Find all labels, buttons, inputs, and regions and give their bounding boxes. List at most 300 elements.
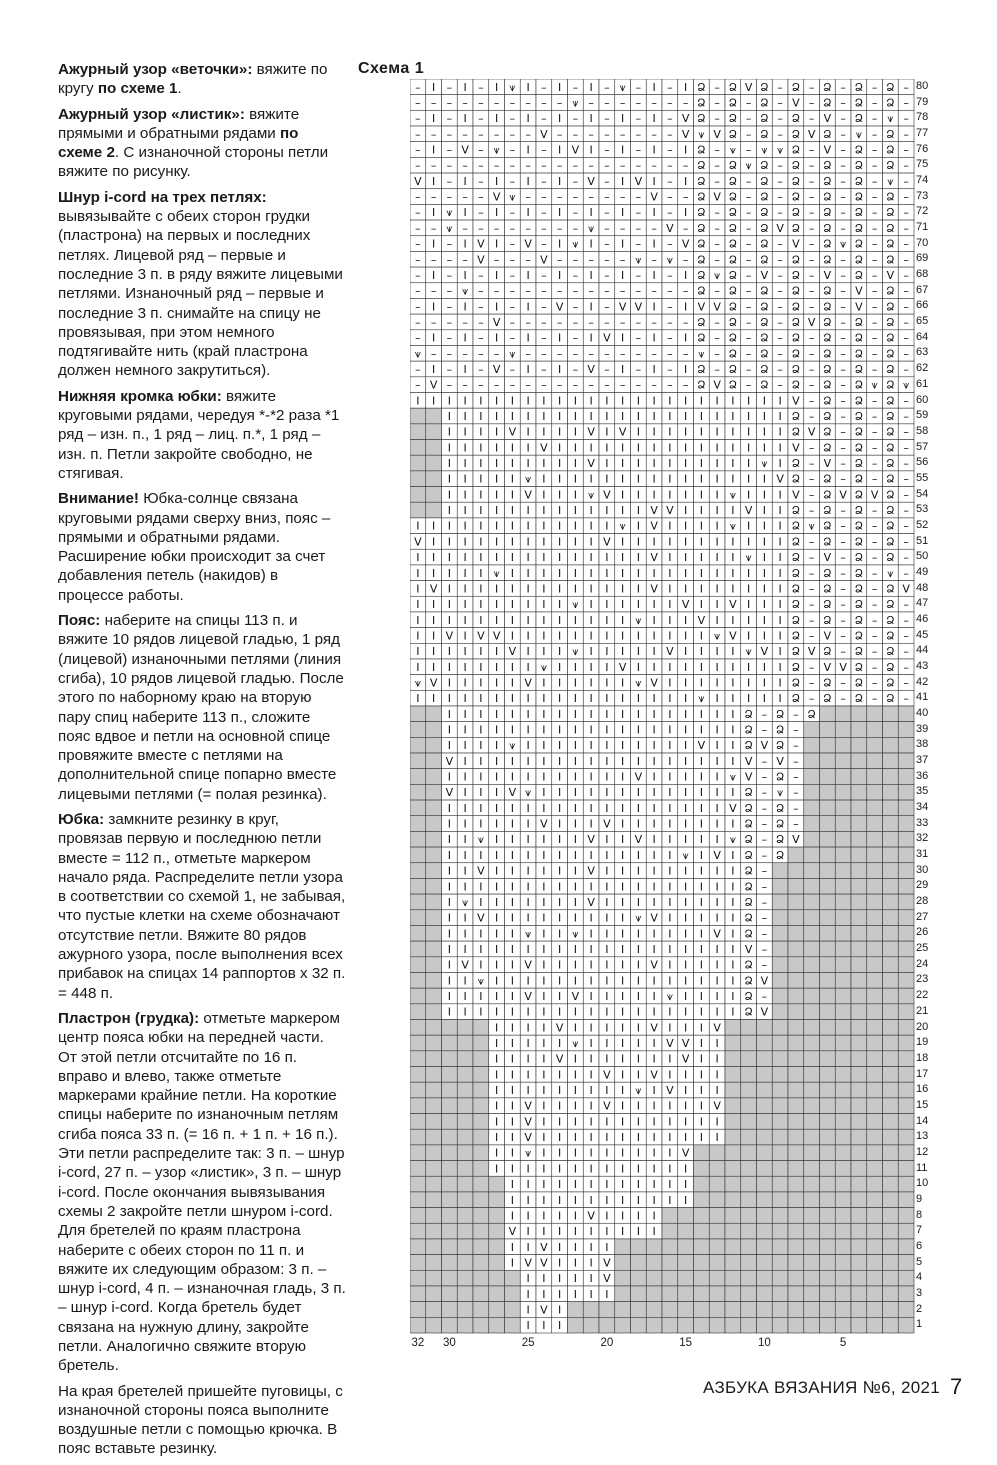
chart-symbol: I xyxy=(463,692,467,706)
chart-symbol: Ձ xyxy=(791,692,801,706)
chart-symbol: Ձ xyxy=(791,504,801,518)
paragraph-text: замкните резинку в круг, провязав первую и последнюю петли вместе = 112 п., отметьте маркером начало ряда. Распределите петли узора в соответствии со схемой 1, не забывая, что пустые клетки на схеме обозначают отсутствие петли. Вяжите 80 рядов ажурного узора, после выполнения всех прибавок на спицах 14 раппортов х 32 п. = 448 п. xyxy=(58,810,346,1002)
chart-symbol: – xyxy=(446,80,453,94)
chart-symbol: – xyxy=(619,378,626,392)
chart-symbol: I xyxy=(526,457,530,471)
chart-symbol: I xyxy=(668,1162,672,1176)
chart-symbol: Ձ xyxy=(791,410,801,424)
chart-symbol: Ձ xyxy=(760,378,769,392)
chart-symbol: I xyxy=(447,770,451,784)
chart-cell xyxy=(410,925,426,941)
chart-symbol: I xyxy=(542,833,546,847)
chart-symbol: I xyxy=(589,300,593,314)
chart-symbol: I xyxy=(652,1084,656,1098)
chart-cell xyxy=(867,988,883,1004)
chart-symbol: – xyxy=(777,190,783,204)
chart-symbol: – xyxy=(871,519,878,533)
chart-cell xyxy=(694,1145,710,1161)
chart-symbol: – xyxy=(871,159,878,173)
chart-symbol: I xyxy=(573,833,577,847)
chart-symbol: – xyxy=(793,739,799,753)
chart-cell xyxy=(741,1176,757,1192)
chart-symbol: Ձ xyxy=(823,362,832,376)
chart-cell xyxy=(788,1239,804,1255)
row-number: 18 xyxy=(916,1051,929,1064)
chart-symbol: I xyxy=(636,1021,640,1035)
chart-symbol: V xyxy=(792,237,800,251)
chart-symbol: Ձ xyxy=(823,410,832,424)
chart-symbol: – xyxy=(509,331,516,345)
chart-symbol: – xyxy=(808,206,815,220)
chart-symbol: I xyxy=(479,613,483,627)
chart-symbol: – xyxy=(635,347,642,361)
chart-symbol: I xyxy=(652,1209,656,1223)
chart-symbol: V xyxy=(839,488,847,502)
chart-cell xyxy=(851,910,867,926)
chart-symbol: I xyxy=(684,504,688,518)
chart-symbol: Ձ xyxy=(697,143,706,157)
chart-cell xyxy=(410,957,426,973)
chart-symbol: Ձ xyxy=(854,410,864,424)
chart-symbol: – xyxy=(619,253,626,267)
chart-symbol: – xyxy=(871,613,878,627)
chart-symbol: – xyxy=(808,159,815,173)
chart-symbol: I xyxy=(463,974,467,988)
chart-symbol: I xyxy=(636,457,640,471)
chart-symbol: I xyxy=(605,1287,609,1301)
chart-symbol: – xyxy=(525,253,531,267)
chart-symbol: I xyxy=(652,174,656,188)
chart-symbol: V xyxy=(477,237,485,251)
chart-symbol: Ձ xyxy=(854,331,864,345)
chart-symbol: I xyxy=(589,237,593,251)
chart-symbol: – xyxy=(761,833,768,847)
chart-cell xyxy=(867,1239,883,1255)
chart-symbol: I xyxy=(463,598,467,612)
chart-cell xyxy=(788,863,804,879)
chart-symbol: I xyxy=(416,692,420,706)
chart-symbol: V xyxy=(429,582,438,596)
chart-cell xyxy=(898,769,914,785)
chart-symbol: – xyxy=(777,268,783,282)
chart-symbol: – xyxy=(777,80,783,94)
chart-symbol: – xyxy=(478,268,484,282)
chart-cell xyxy=(883,878,899,894)
chart-symbol: I xyxy=(652,206,656,220)
chart-symbol: I xyxy=(762,613,766,627)
row-number: 62 xyxy=(916,362,929,375)
chart-symbol: I xyxy=(636,441,640,455)
chart-symbol: I xyxy=(432,394,436,408)
chart-symbol: I xyxy=(447,535,451,549)
chart-symbol: I xyxy=(432,80,436,94)
chart-symbol: I xyxy=(495,394,499,408)
chart-symbol: I xyxy=(573,1240,577,1254)
chart-symbol: I xyxy=(605,1162,609,1176)
chart-symbol: I xyxy=(652,394,656,408)
chart-symbol: I xyxy=(526,362,530,376)
chart-symbol: Ձ xyxy=(697,315,706,329)
chart-symbol: I xyxy=(715,942,719,956)
chart-symbol: – xyxy=(556,190,563,204)
chart-symbol: – xyxy=(871,425,878,439)
chart-symbol: I xyxy=(526,707,530,721)
chart-symbol: – xyxy=(903,645,909,659)
chart-cell xyxy=(835,706,851,722)
chart-symbol: – xyxy=(871,237,878,251)
chart-cell xyxy=(788,1035,804,1051)
row-number: 69 xyxy=(916,252,929,265)
instruction-paragraph xyxy=(58,188,346,381)
chart-symbol: I xyxy=(747,472,751,486)
chart-symbol: I xyxy=(778,582,782,596)
chart-symbol: ⩛ xyxy=(729,143,736,157)
chart-cell xyxy=(757,1192,773,1208)
chart-symbol: I xyxy=(762,519,766,533)
chart-symbol: I xyxy=(510,1099,514,1113)
chart-cell xyxy=(788,1286,804,1302)
chart-cell xyxy=(410,769,426,785)
chart-symbol: – xyxy=(415,237,421,251)
chart-cell xyxy=(883,1035,899,1051)
chart-symbol: – xyxy=(525,96,531,110)
chart-symbol: V xyxy=(603,488,611,502)
chart-symbol: I xyxy=(668,864,672,878)
row-number: 20 xyxy=(916,1020,929,1033)
chart-symbol: I xyxy=(573,958,577,972)
chart-symbol: I xyxy=(762,582,766,596)
chart-symbol: I xyxy=(652,974,656,988)
paragraph-text: вяжите прямыми и обратными рядами xyxy=(58,105,300,142)
chart-symbol: I xyxy=(636,1052,640,1066)
chart-symbol: I xyxy=(558,958,562,972)
chart-symbol: – xyxy=(635,331,642,345)
chart-symbol: I xyxy=(447,880,451,894)
chart-cell xyxy=(442,1051,458,1067)
chart-cell xyxy=(694,1161,710,1177)
chart-cell xyxy=(694,1223,710,1239)
chart-symbol: I xyxy=(652,362,656,376)
chart-cell xyxy=(788,1098,804,1114)
chart-symbol: – xyxy=(840,362,846,376)
chart-cell xyxy=(851,1223,867,1239)
chart-cell xyxy=(820,1302,836,1318)
chart-symbol: I xyxy=(495,425,499,439)
chart-symbol: I xyxy=(668,535,672,549)
chart-symbol: I xyxy=(526,582,530,596)
chart-symbol: Ձ xyxy=(728,96,738,110)
row-number: 43 xyxy=(916,659,929,672)
chart-symbol: I xyxy=(526,441,530,455)
chart-cell xyxy=(410,424,426,440)
chart-symbol: ⩛ xyxy=(525,1146,532,1160)
row-number: 40 xyxy=(916,707,929,719)
chart-symbol: I xyxy=(573,582,577,596)
chart-symbol: – xyxy=(541,300,547,314)
chart-symbol: I xyxy=(573,911,577,925)
chart-symbol: ⩛ xyxy=(903,378,910,392)
chart-symbol: I xyxy=(479,551,483,565)
chart-symbol: I xyxy=(573,1256,577,1270)
chart-symbol: I xyxy=(684,1005,688,1019)
chart-cell xyxy=(820,1035,836,1051)
chart-cell xyxy=(442,1302,458,1318)
chart-symbol: I xyxy=(526,1303,530,1317)
chart-cell xyxy=(741,1302,757,1318)
chart-symbol: Ձ xyxy=(697,190,706,204)
row-number: 8 xyxy=(916,1208,923,1221)
chart-symbol: – xyxy=(840,268,846,282)
chart-symbol: I xyxy=(573,1272,577,1286)
chart-symbol: – xyxy=(415,300,421,314)
chart-symbol: – xyxy=(509,237,516,251)
chart-symbol: – xyxy=(682,378,689,392)
chart-cell xyxy=(835,737,851,753)
chart-symbol: Ձ xyxy=(854,268,864,282)
row-number: 21 xyxy=(916,1004,929,1017)
chart-cell xyxy=(426,753,442,769)
chart-symbol: I xyxy=(495,1021,499,1035)
chart-symbol: I xyxy=(463,848,467,862)
chart-symbol: I xyxy=(699,410,703,424)
chart-symbol: Ձ xyxy=(823,127,832,141)
chart-cell xyxy=(442,1161,458,1177)
chart-symbol: Ձ xyxy=(775,833,785,847)
chart-symbol: – xyxy=(572,190,579,204)
chart-symbol: I xyxy=(778,488,782,502)
chart-symbol: – xyxy=(667,362,673,376)
chart-symbol: I xyxy=(652,331,656,345)
chart-symbol: V xyxy=(697,739,706,753)
chart-symbol: I xyxy=(652,1178,656,1192)
chart-cell xyxy=(898,1255,914,1271)
chart-symbol: I xyxy=(668,770,672,784)
chart-cell xyxy=(410,910,426,926)
chart-symbol: V xyxy=(823,143,832,157)
paragraph-text: отметьте маркером центр пояса юбки на передней части. От этой петли отсчитайте по 16 п. вправо и влево, также отметьте маркерами крайние петли. На короткие спицы наберите по изнаночным петлям сгиба пояса 33 п. (= 16 п. + 1 п. + 16 п.). Эти петли распределите так: 3 п. – шнур i-cord, 27 п. – узор «листик», 3 п. – шнур i-cord. После окончания вывязывания схемы 2 закройте петли шнуром i-cord. Для бретелей по краям пластрона наберите с обеих сторон по 11 п. и вяжите их следующим образом: 3 п. – шнур i-cord, 4 п. – изнаночная гладь, 3 п. – шнур i-cord. Когда бретель будет связана на нужную длину, закройте петли. Аналогично свяжите вторую бретель. xyxy=(58,1009,346,1375)
chart-symbol: I xyxy=(621,504,625,518)
chart-symbol: I xyxy=(510,895,514,909)
chart-symbol: – xyxy=(777,284,783,298)
chart-cell xyxy=(426,800,442,816)
chart-symbol: Ձ xyxy=(744,927,753,941)
chart-symbol: I xyxy=(699,942,703,956)
chart-cell xyxy=(898,1051,914,1067)
chart-symbol: I xyxy=(542,754,546,768)
chart-symbol: I xyxy=(715,833,719,847)
chart-symbol: Ձ xyxy=(775,739,785,753)
chart-symbol: Ձ xyxy=(886,504,895,518)
chart-symbol: – xyxy=(745,221,752,235)
chart-symbol: – xyxy=(761,958,768,972)
chart-cell xyxy=(883,1239,899,1255)
chart-symbol: I xyxy=(652,660,656,674)
chart-cell xyxy=(788,1129,804,1145)
chart-symbol: I xyxy=(589,112,593,126)
chart-symbol: – xyxy=(745,237,752,251)
chart-symbol: I xyxy=(573,1287,577,1301)
chart-symbol: – xyxy=(541,315,547,329)
chart-symbol: Ձ xyxy=(886,425,895,439)
chart-symbol: Ձ xyxy=(728,253,738,267)
chart-symbol: I xyxy=(668,786,672,800)
chart-symbol: Ձ xyxy=(744,848,753,862)
chart-symbol: I xyxy=(573,472,577,486)
chart-symbol: I xyxy=(463,786,467,800)
chart-symbol: I xyxy=(558,457,562,471)
chart-cell xyxy=(788,1020,804,1036)
chart-cell xyxy=(473,1035,489,1051)
chart-symbol: I xyxy=(652,1162,656,1176)
row-number: 14 xyxy=(916,1114,929,1127)
chart-cell xyxy=(426,424,442,440)
chart-cell xyxy=(473,1129,489,1145)
chart-symbol: Ձ xyxy=(791,315,801,329)
chart-symbol: I xyxy=(747,535,751,549)
chart-symbol: Ձ xyxy=(823,676,832,690)
chart-symbol: I xyxy=(652,864,656,878)
chart-symbol: I xyxy=(573,880,577,894)
chart-symbol: – xyxy=(430,96,437,110)
chart-symbol: I xyxy=(542,582,546,596)
chart-symbol: – xyxy=(761,817,768,831)
chart-symbol: I xyxy=(684,535,688,549)
chart-symbol: I xyxy=(447,911,451,925)
chart-cell xyxy=(457,1114,473,1130)
chart-cell xyxy=(851,1192,867,1208)
chart-cell xyxy=(489,1239,505,1255)
chart-symbol: I xyxy=(495,848,499,862)
chart-symbol: ⩛ xyxy=(509,739,516,753)
chart-symbol: I xyxy=(699,660,703,674)
chart-cell xyxy=(835,1302,851,1318)
row-number: 35 xyxy=(916,785,929,798)
chart-cell xyxy=(725,1020,741,1036)
chart-symbol: I xyxy=(699,645,703,659)
chart-symbol: I xyxy=(463,80,467,94)
chart-cell xyxy=(820,1098,836,1114)
chart-symbol: I xyxy=(684,457,688,471)
row-number: 66 xyxy=(916,299,929,312)
chart-symbol: I xyxy=(558,582,562,596)
chart-symbol: I xyxy=(668,1193,672,1207)
row-number: 55 xyxy=(916,471,929,484)
chart-symbol: I xyxy=(778,613,782,627)
chart-symbol: – xyxy=(446,268,453,282)
chart-symbol: – xyxy=(667,300,673,314)
chart-cell xyxy=(646,1286,662,1302)
chart-symbol: – xyxy=(745,206,752,220)
chart-symbol: – xyxy=(871,347,878,361)
row-number: 33 xyxy=(916,816,929,829)
chart-symbol: – xyxy=(903,598,909,612)
chart-symbol: I xyxy=(605,1209,609,1223)
chart-symbol: Ձ xyxy=(760,284,769,298)
chart-symbol: I xyxy=(684,786,688,800)
chart-symbol: – xyxy=(840,112,846,126)
chart-symbol: Ձ xyxy=(791,425,801,439)
chart-symbol: – xyxy=(745,331,752,345)
chart-symbol: I xyxy=(558,1099,562,1113)
chart-symbol: I xyxy=(495,457,499,471)
chart-symbol: I xyxy=(605,1052,609,1066)
chart-symbol: – xyxy=(430,127,437,141)
chart-symbol: I xyxy=(605,754,609,768)
chart-symbol: I xyxy=(495,112,499,126)
chart-cell xyxy=(772,972,788,988)
chart-symbol: ⩛ xyxy=(682,848,689,862)
chart-symbol: Ձ xyxy=(791,535,801,549)
chart-symbol: ⩛ xyxy=(525,786,532,800)
chart-cell xyxy=(442,1176,458,1192)
chart-symbol: I xyxy=(668,942,672,956)
chart-cell xyxy=(772,988,788,1004)
chart-symbol: – xyxy=(572,315,579,329)
chart-symbol: I xyxy=(479,519,483,533)
chart-symbol: – xyxy=(604,127,610,141)
chart-symbol: – xyxy=(777,331,783,345)
chart-symbol: – xyxy=(777,315,783,329)
chart-cell xyxy=(426,487,442,503)
chart-cell xyxy=(489,1302,505,1318)
chart-symbol: I xyxy=(715,801,719,815)
chart-symbol: – xyxy=(667,80,673,94)
paragraph-text: . С изнаночной стороны петли вяжите по рисунку. xyxy=(58,144,329,181)
chart-symbol: I xyxy=(463,566,467,580)
chart-symbol: Ձ xyxy=(791,660,801,674)
chart-cell xyxy=(489,1317,505,1333)
chart-symbol: I xyxy=(432,645,436,659)
chart-symbol: I xyxy=(684,268,688,282)
chart-symbol: I xyxy=(668,472,672,486)
chart-symbol: – xyxy=(871,645,878,659)
chart-cell xyxy=(867,1255,883,1271)
chart-symbol: I xyxy=(510,1256,514,1270)
chart-symbol: – xyxy=(415,127,421,141)
chart-symbol: I xyxy=(621,206,625,220)
chart-cell xyxy=(772,1145,788,1161)
chart-symbol: V xyxy=(823,457,832,471)
chart-symbol: I xyxy=(447,488,451,502)
chart-cell xyxy=(851,706,867,722)
chart-cell xyxy=(678,1208,694,1224)
chart-symbol: Ձ xyxy=(823,582,832,596)
chart-cell xyxy=(615,1270,631,1286)
chart-cell xyxy=(788,1192,804,1208)
chart-symbol: ⩛ xyxy=(635,911,642,925)
chart-symbol: V xyxy=(886,268,895,282)
chart-cell xyxy=(788,1223,804,1239)
chart-symbol: I xyxy=(636,989,640,1003)
chart-cell xyxy=(646,1255,662,1271)
chart-symbol: – xyxy=(682,347,689,361)
chart-symbol: – xyxy=(651,284,657,298)
chart-symbol: Ձ xyxy=(697,331,706,345)
chart-cell xyxy=(709,1317,725,1333)
chart-cell xyxy=(741,1192,757,1208)
chart-symbol: V xyxy=(713,378,721,392)
chart-cell xyxy=(820,925,836,941)
chart-symbol: – xyxy=(478,174,484,188)
chart-symbol: I xyxy=(589,1068,593,1082)
chart-symbol: V xyxy=(540,253,548,267)
chart-symbol: I xyxy=(605,1037,609,1051)
chart-cell xyxy=(883,972,899,988)
chart-symbol: I xyxy=(621,1225,625,1239)
chart-symbol: I xyxy=(447,974,451,988)
row-number: 12 xyxy=(916,1145,929,1158)
chart-symbol: – xyxy=(572,347,579,361)
